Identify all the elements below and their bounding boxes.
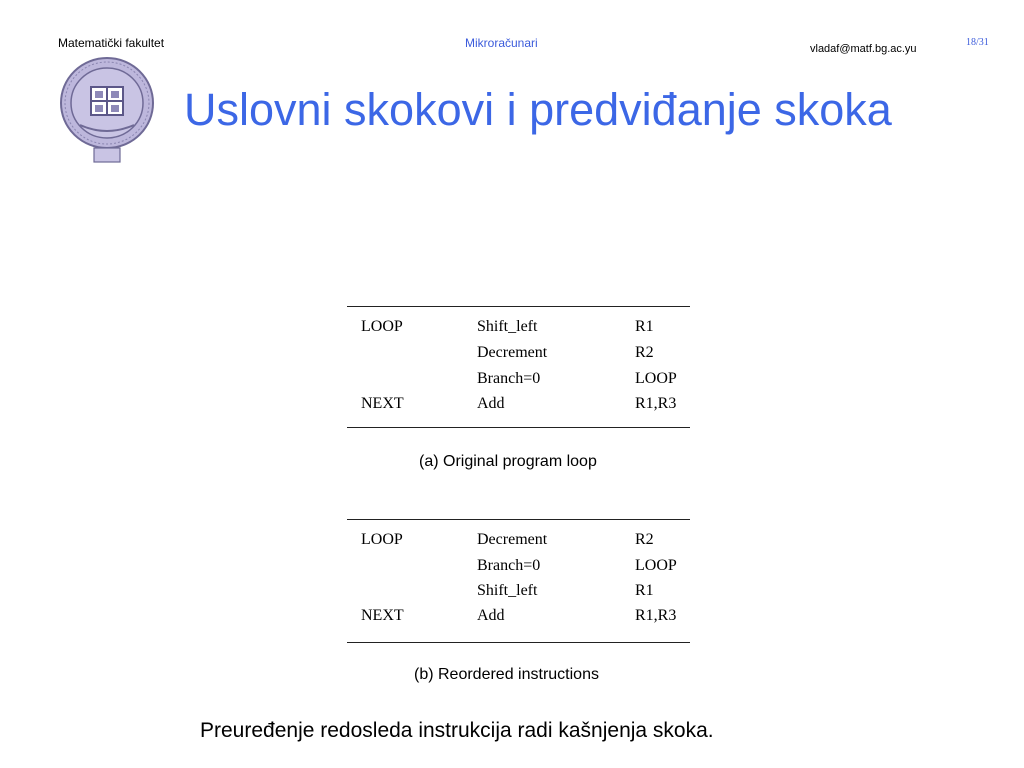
table-top-rule (347, 519, 690, 520)
table-top-rule (347, 306, 690, 307)
table-row (347, 395, 690, 420)
row-label: NEXT (361, 607, 404, 624)
program-table-original (347, 306, 690, 431)
row-operand: R1,R3 (635, 607, 677, 624)
table-b-caption: (b) Reordered instructions (414, 666, 599, 683)
university-seal-icon (58, 55, 156, 165)
row-instruction: Shift_left (477, 318, 538, 335)
table-row (347, 607, 690, 632)
table-bottom-rule (347, 427, 690, 428)
row-instruction: Shift_left (477, 582, 538, 599)
table-bottom-rule (347, 642, 690, 643)
row-label: LOOP (361, 318, 403, 335)
row-operand: R1 (635, 318, 654, 335)
slide-title: Uslovni skokovi i predviđanje skoka (184, 84, 892, 135)
row-operand: R2 (635, 344, 654, 361)
institution-name: Matematički fakultet (58, 36, 165, 50)
table-row (347, 318, 690, 343)
slide-caption: Preuređenje redosleda instrukcija radi kašnjenja skoka. (200, 719, 714, 742)
row-operand: R1,R3 (635, 395, 677, 412)
row-operand: R2 (635, 531, 654, 548)
row-operand: LOOP (635, 557, 677, 574)
author-email: vladaf@matf.bg.ac.yu (810, 43, 917, 55)
row-instruction: Branch=0 (477, 557, 541, 574)
table-row (347, 344, 690, 369)
table-row (347, 531, 690, 556)
row-instruction: Decrement (477, 531, 548, 548)
table-row (347, 557, 690, 582)
course-name: Mikroračunari (465, 36, 538, 50)
row-operand: LOOP (635, 370, 677, 387)
page-number: 18/31 (966, 37, 989, 48)
row-instruction: Branch=0 (477, 370, 541, 387)
row-instruction: Add (477, 395, 505, 412)
table-row (347, 582, 690, 607)
row-operand: R1 (635, 582, 654, 599)
row-instruction: Add (477, 607, 505, 624)
program-table-reordered (347, 519, 690, 646)
table-a-caption: (a) Original program loop (419, 453, 597, 470)
row-label: NEXT (361, 395, 404, 412)
row-instruction: Decrement (477, 344, 548, 361)
row-label: LOOP (361, 531, 403, 548)
table-row (347, 370, 690, 395)
